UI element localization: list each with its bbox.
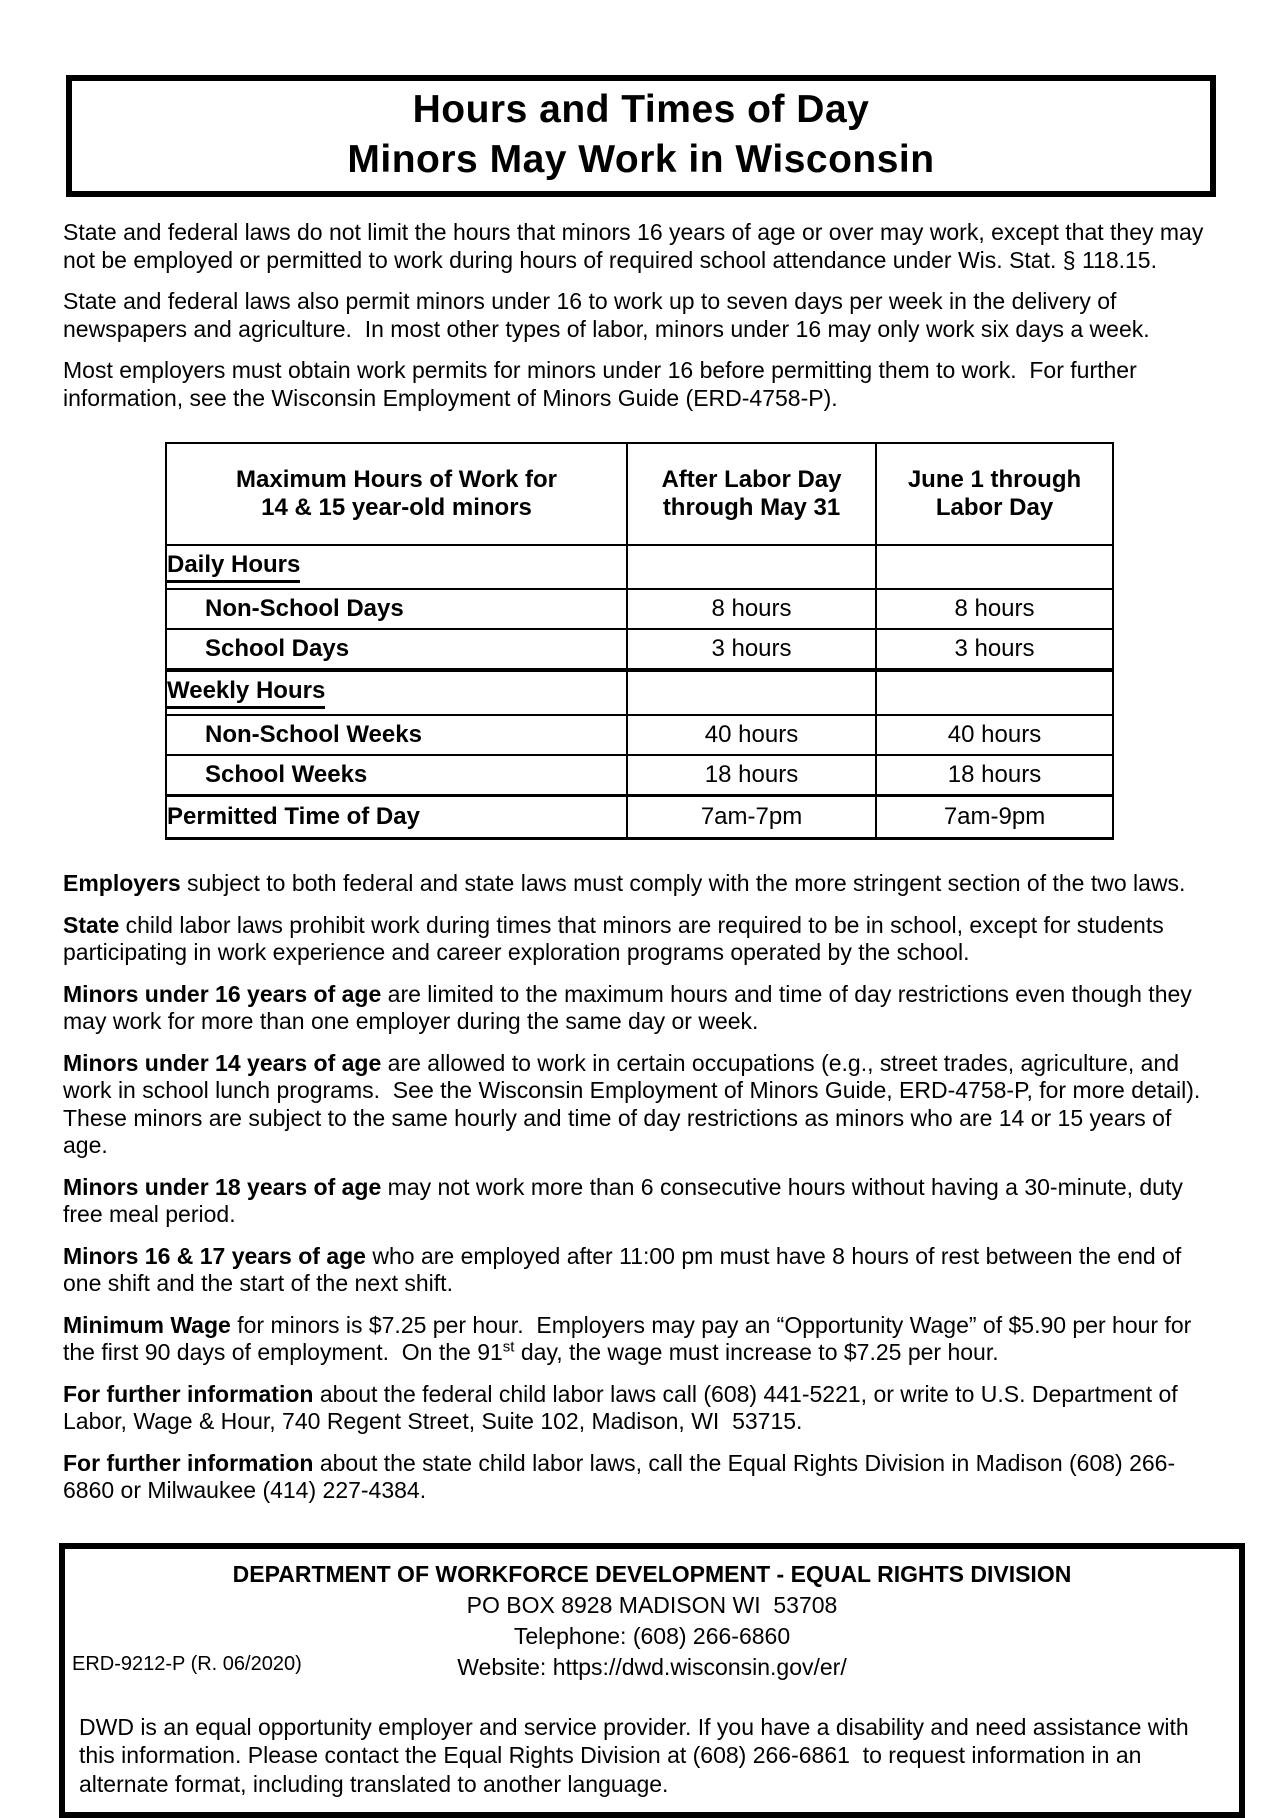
row-value-summer <box>876 670 1113 715</box>
row-label: School Days <box>166 629 627 670</box>
table-header-minors: Maximum Hours of Work for 14 & 15 year-old minors <box>166 443 627 545</box>
paragraph-lead: Minors under 14 years of age <box>63 1050 381 1076</box>
row-value-school-year: 8 hours <box>627 589 876 629</box>
paragraph-lead: Minors 16 & 17 years of age <box>63 1243 366 1269</box>
row-value-school-year: 3 hours <box>627 629 876 670</box>
paragraph-lead: Minors under 16 years of age <box>63 981 381 1007</box>
max-hours-table <box>165 442 1114 840</box>
agency-phone: Telephone: (608) 266-6860 <box>79 1621 1225 1652</box>
paragraph-text: may not work more than 6 consecutive hours without having a 30-minute, duty free meal period. <box>63 1174 1189 1228</box>
table-header-row <box>166 443 1113 545</box>
equal-opportunity-statement: DWD is an equal opportunity employer and service provider. If you have a disability and need assistance with this information. Please contact the Equal Rights Division at (608) 266-6861 to request information in an alternate format, including translated to another language. <box>79 1713 1225 1799</box>
paragraph-text: about the federal child labor laws call (608) 441-5221, or write to U.S. Department of Labor, Wage & Hour, 740 Regent Street, Suite 102, Madison, WI 53715. <box>63 1381 1184 1435</box>
table-row-non-school-days <box>166 589 1113 629</box>
document-title-line2: Minors May Work in Wisconsin <box>72 135 1210 185</box>
paragraph-minors-16-17 <box>63 1243 1212 1298</box>
table-row-weekly-hours <box>166 670 1113 715</box>
row-value-school-year: 7am-7pm <box>627 796 876 839</box>
paragraph-minors-under-14 <box>63 1050 1212 1160</box>
paragraph-text: subject to both federal and state laws must comply with the more stringent section of the two laws. <box>181 870 1186 896</box>
paragraph-lead: Minors under 18 years of age <box>63 1174 381 1200</box>
paragraph-text: are limited to the maximum hours and time of day restrictions even though they may work for more than one employer during the same day or week. <box>63 981 1198 1035</box>
form-number: ERD-9212-P (R. 06/2020) <box>72 1653 302 1676</box>
paragraph-text: about the state child labor laws, call the Equal Rights Division in Madison (608) 266-6860 or Milwaukee (414) 227-4384. <box>63 1450 1175 1504</box>
paragraph-federal-contact <box>63 1381 1212 1436</box>
row-value-summer: 18 hours <box>876 755 1113 796</box>
paragraph-text: State and federal laws also permit minors under 16 to work up to seven days per week in the delivery of newspapers and agriculture. In most other types of labor, minors under 16 may only work six days a week. <box>63 288 1150 342</box>
title-box <box>66 75 1216 197</box>
row-value-summer: 7am-9pm <box>876 796 1113 839</box>
document-page <box>0 75 1275 1725</box>
table-row-permitted-time <box>166 796 1113 839</box>
paragraph-employers <box>63 870 1212 898</box>
row-label: Permitted Time of Day <box>166 796 627 839</box>
agency-address: PO BOX 8928 MADISON WI 53708 <box>79 1590 1225 1621</box>
table-header-summer: June 1 through Labor Day <box>876 443 1113 545</box>
paragraph-text: child labor laws prohibit work during times that minors are required to be in school, except for students participating in work experience and career exploration programs operated by the school. <box>63 912 1170 966</box>
paragraph-state-laws <box>63 912 1212 967</box>
row-value-school-year: 18 hours <box>627 755 876 796</box>
row-label: Non-School Weeks <box>166 715 627 755</box>
paragraph-lead: State <box>63 912 119 938</box>
table-row-school-days <box>166 629 1113 670</box>
paragraph-lead: For further information <box>63 1450 313 1476</box>
row-value-summer: 3 hours <box>876 629 1113 670</box>
paragraph-lead: Employers <box>63 870 181 896</box>
row-value-summer <box>876 545 1113 589</box>
paragraph-lead: For further information <box>63 1381 313 1407</box>
table-header-school-year: After Labor Day through May 31 <box>627 443 876 545</box>
row-label: Daily Hours <box>167 551 300 583</box>
paragraph-minimum-wage <box>63 1312 1212 1367</box>
table-row-school-weeks <box>166 755 1113 796</box>
row-label: School Weeks <box>166 755 627 796</box>
intro-paragraph-hours-limit <box>63 219 1212 274</box>
agency-name: DEPARTMENT OF WORKFORCE DEVELOPMENT - EQUAL RIGHTS DIVISION <box>79 1559 1225 1590</box>
paragraph-minors-under-18 <box>63 1174 1212 1229</box>
intro-paragraph-work-permits <box>63 357 1212 412</box>
row-label: Weekly Hours <box>167 677 325 709</box>
row-value-summer: 8 hours <box>876 589 1113 629</box>
paragraph-text: for minors is $7.25 per hour. Employers may pay an “Opportunity Wage” of $5.90 per hour for the first 90 days of employment. On the 91 <box>63 1312 1198 1366</box>
row-label: Non-School Days <box>166 589 627 629</box>
paragraph-minors-under-16 <box>63 981 1212 1036</box>
agency-website: Website: https://dwd.wisconsin.gov/er/ <box>79 1652 1225 1683</box>
table-row-non-school-weeks <box>166 715 1113 755</box>
paragraph-text: who are employed after 11:00 pm must have 8 hours of rest between the end of one shift and the start of the next shift. <box>63 1243 1188 1297</box>
document-title-line1: Hours and Times of Day <box>72 85 1210 135</box>
ordinal-superscript: st <box>503 1338 515 1355</box>
row-value-summer: 40 hours <box>876 715 1113 755</box>
paragraph-text: Most employers must obtain work permits for minors under 16 before permitting them to work. For further information, see the Wisconsin Employment of Minors Guide (ERD-4758-P). <box>63 357 1143 411</box>
paragraph-state-contact <box>63 1450 1212 1505</box>
hours-table-container <box>165 442 1212 840</box>
paragraph-text: State and federal laws do not limit the hours that minors 16 years of age or over may work, except that they may not be employed or permitted to work during hours of required school attendance under Wis. Stat. § 118.15. <box>63 219 1210 273</box>
intro-paragraph-seven-days <box>63 288 1212 343</box>
row-value-school-year <box>627 670 876 715</box>
paragraph-text: day, the wage must increase to $7.25 per hour. <box>514 1339 998 1365</box>
row-value-school-year <box>627 545 876 589</box>
paragraph-lead: Minimum Wage <box>63 1312 231 1338</box>
row-value-school-year: 40 hours <box>627 715 876 755</box>
paragraph-text: are allowed to work in certain occupations (e.g., street trades, agriculture, and work in school lunch programs. See the Wisconsin Employment of Minors Guide, ERD-4758-P, for more detail). These minors are subject to the same hourly and time of day restrictions as minors who are 14 or 15 years of age. <box>63 1050 1213 1159</box>
agency-footer-box <box>59 1543 1245 1818</box>
table-row-daily-hours <box>166 545 1113 589</box>
